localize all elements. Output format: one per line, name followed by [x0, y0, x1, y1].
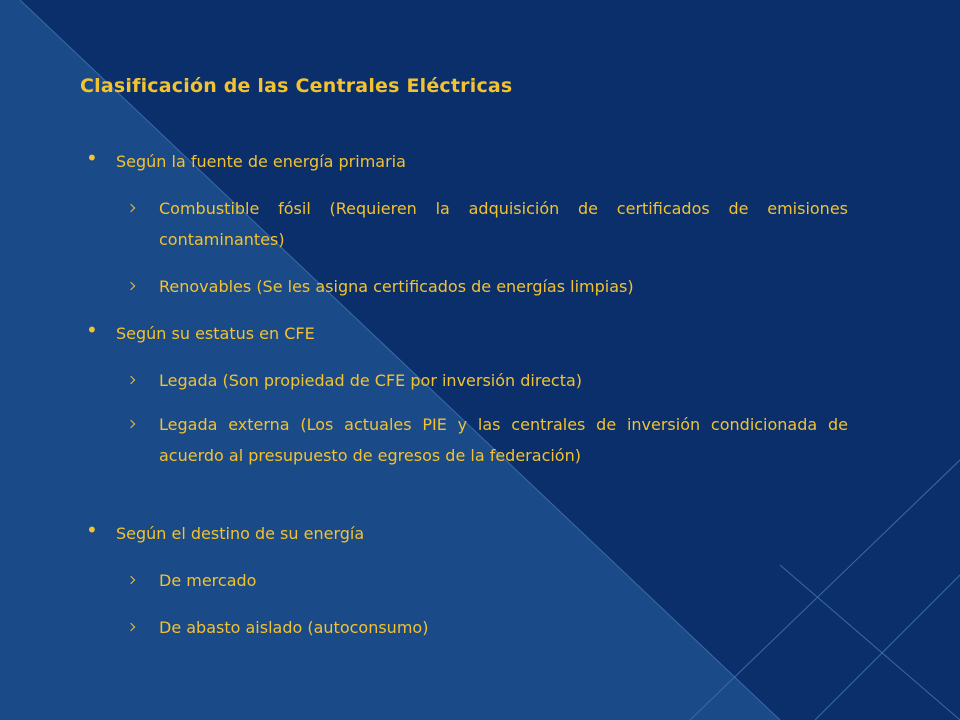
bullet-label: Según su estatus en CFE	[116, 324, 315, 343]
round-bullet-icon: •	[86, 146, 98, 170]
sub-item-text: Combustible fósil (Requieren la adquisición de certificados de emisiones contaminantes)	[159, 199, 848, 249]
sub-item-text: Legada externa (Los actuales PIE y las centrales de inversión condicionada de acuerdo al presupuesto de egresos de la federación)	[159, 415, 848, 465]
bullet-label: Según la fuente de energía primaria	[116, 152, 406, 171]
round-bullet-icon: •	[86, 518, 98, 542]
chevron-right-icon	[127, 282, 135, 290]
sub-item-text: Legada (Son propiedad de CFE por inversión directa)	[159, 371, 583, 390]
sub-item-text: De mercado	[159, 571, 257, 590]
chevron-right-icon	[127, 376, 135, 384]
chevron-right-icon	[127, 204, 135, 212]
round-bullet-icon: •	[86, 318, 98, 342]
sub-item-text: Renovables (Se les asigna certificados de energías limpias)	[159, 277, 634, 296]
chevron-right-icon	[127, 576, 135, 584]
slide-title: Clasificación de las Centrales Eléctricas	[80, 75, 513, 97]
sub-item-text: De abasto aislado (autoconsumo)	[159, 618, 429, 637]
chevron-right-icon	[127, 420, 135, 428]
chevron-right-icon	[127, 623, 135, 631]
bullet-label: Según el destino de su energía	[116, 524, 365, 543]
